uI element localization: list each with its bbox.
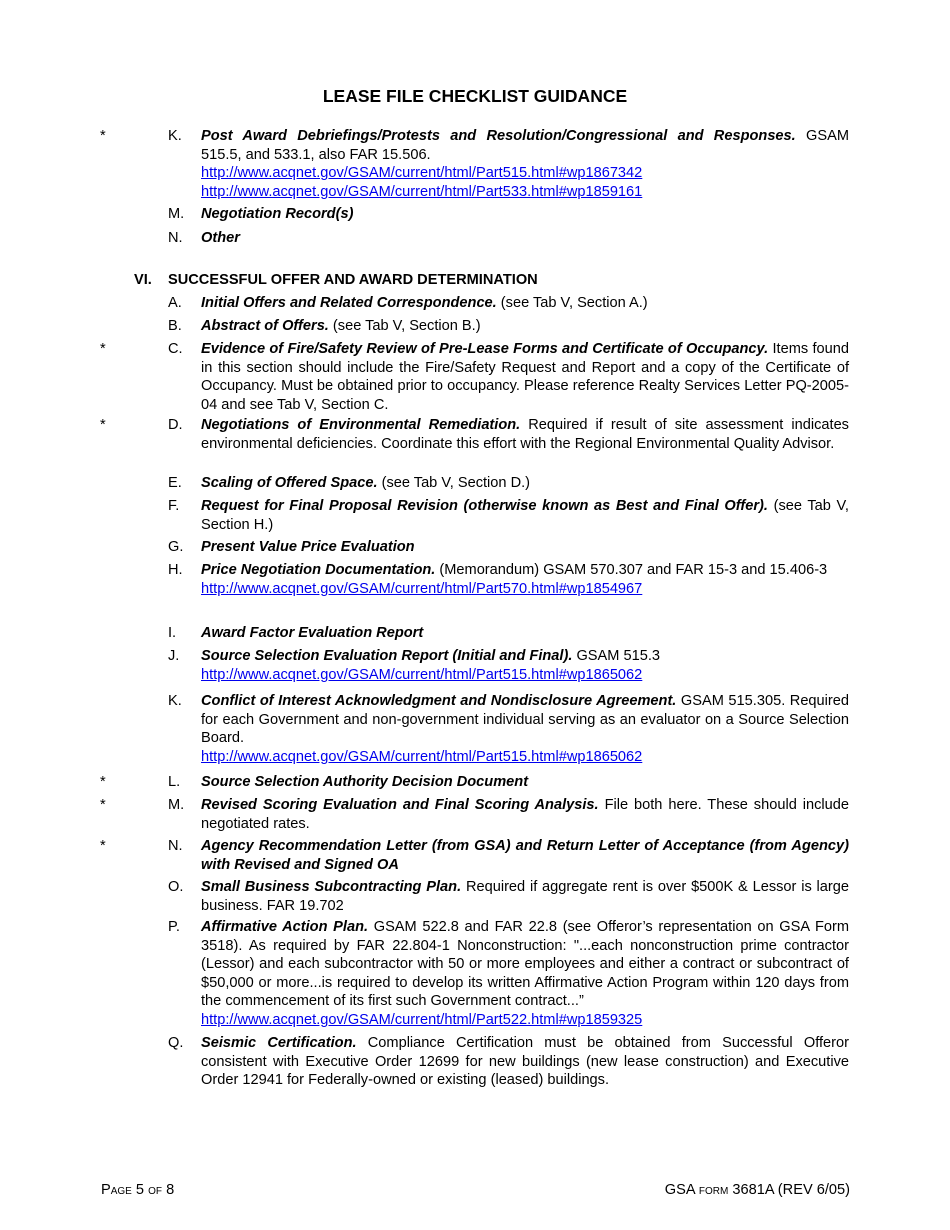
list-item-i	[0, 624, 950, 643]
revision-star: *	[100, 838, 106, 854]
revision-star: *	[100, 128, 106, 144]
list-item-top-k	[0, 127, 950, 201]
item-letter: J.	[168, 648, 180, 664]
item-letter: E.	[168, 475, 182, 491]
form-prefix: GSA	[664, 1182, 695, 1198]
item-letter: O.	[168, 879, 184, 895]
page-total: 8	[166, 1182, 175, 1198]
item-letter: M.	[168, 206, 185, 222]
item-letter: L.	[168, 774, 181, 790]
reference-link[interactable]: http://www.acqnet.gov/GSAM/current/html/Part515.html#wp1865062	[201, 666, 643, 683]
item-heading: Post Award Debriefings/Protests and Resolution/Congressional and Responses.	[201, 128, 796, 144]
item-heading: Source Selection Authority Decision Document	[201, 774, 529, 790]
list-item-j	[0, 647, 950, 684]
list-item-p	[0, 918, 950, 1029]
list-item-c	[0, 340, 950, 414]
item-heading: Negotiations of Environmental Remediation.	[201, 417, 521, 433]
item-letter: K.	[168, 128, 182, 144]
item-text: (see Tab V, Section H.)	[201, 498, 849, 533]
list-item-o	[0, 878, 950, 915]
list-item-b	[0, 317, 950, 336]
item-letter: N.	[168, 838, 183, 854]
item-letter: G.	[168, 539, 184, 555]
item-heading: Abstract of Offers.	[201, 318, 329, 334]
section-number: VI.	[134, 272, 152, 288]
item-heading: Scaling of Offered Space.	[201, 475, 378, 491]
list-item-l	[0, 773, 950, 792]
item-heading: Affirmative Action Plan.	[201, 919, 369, 935]
list-item-n	[0, 837, 950, 874]
reference-link[interactable]: http://www.acqnet.gov/GSAM/current/html/Part515.html#wp1865062	[201, 748, 643, 765]
item-letter: C.	[168, 341, 183, 357]
item-text: GSAM 522.8 and FAR 22.8 (see Offeror’s representation on GSA Form 3518). As required by FAR 22.804-1 Nonconstruction: "...each nonconstruction prime contractor (Lessor) and each subcontractor with 50 or more employees and either a contract or subcontract of $50,000 or more...is required to develop its written Affirmative Action Program within 120 days from the commencement of its first such Government contract...”	[201, 919, 849, 1009]
page-num: 5	[135, 1182, 145, 1198]
item-heading: Initial Offers and Related Correspondence.	[201, 295, 497, 311]
item-heading: Small Business Subcontracting Plan.	[201, 879, 462, 895]
item-letter: Q.	[168, 1035, 184, 1051]
item-letter: H.	[168, 562, 183, 578]
revision-star: *	[100, 417, 106, 433]
item-letter: K.	[168, 693, 182, 709]
page-number	[101, 1181, 174, 1200]
list-item-k	[0, 692, 950, 766]
item-text: (see Tab V, Section A.)	[500, 295, 648, 311]
item-letter: N.	[168, 230, 183, 246]
item-text: (see Tab V, Section D.)	[381, 475, 531, 491]
item-letter: M.	[168, 797, 185, 813]
item-heading: Seismic Certification.	[201, 1035, 357, 1051]
item-heading: Source Selection Evaluation Report (Initial and Final).	[201, 648, 573, 664]
item-heading: Request for Final Proposal Revision (otherwise known as Best and Final Offer).	[201, 498, 768, 514]
item-text: GSAM 515.305. Required for each Government and non-government individual serving as an evaluator on a Source Selection Board.	[201, 693, 850, 746]
item-heading: Conflict of Interest Acknowledgment and Nondisclosure Agreement.	[201, 693, 677, 709]
reference-link[interactable]: http://www.acqnet.gov/GSAM/current/html/Part522.html#wp1859325	[201, 1011, 643, 1028]
item-text: Compliance Certification must be obtained from Successful Offeror consistent with Executive Order 12699 for new buildings (new lease construction) and Executive Order 12941 for Federally-owned or existing (leased) buildings.	[201, 1035, 849, 1088]
form-word: form	[698, 1182, 729, 1198]
item-text: Required if aggregate rent is over $500K & Lessor is large business. FAR 19.702	[201, 879, 849, 914]
item-heading: Revised Scoring Evaluation and Final Scoring Analysis.	[201, 797, 599, 813]
list-item-m	[0, 796, 950, 833]
item-heading: Award Factor Evaluation Report	[201, 625, 424, 641]
page-title: LEASE FILE CHECKLIST GUIDANCE	[322, 86, 628, 106]
item-text: (Memorandum) GSAM 570.307 and FAR 15-3 and 15.406-3	[439, 562, 828, 578]
list-item-d	[0, 416, 950, 453]
reference-link[interactable]: http://www.acqnet.gov/GSAM/current/html/Part515.html#wp1867342	[201, 165, 643, 181]
item-heading: Agency Recommendation Letter (from GSA) and Return Letter of Acceptance (from Agency) with Revised and Signed OA	[201, 838, 849, 873]
item-text: GSAM 515.3	[576, 648, 661, 664]
item-heading: Present Value Price Evaluation	[201, 539, 415, 555]
form-number	[665, 1181, 850, 1200]
item-letter: I.	[168, 625, 177, 641]
item-heading: Other	[201, 230, 240, 246]
item-letter: B.	[168, 318, 182, 334]
list-item-h	[0, 561, 950, 598]
list-item-f	[0, 497, 950, 534]
item-text: GSAM 515.5, and 533.1, also FAR 15.506.	[201, 128, 849, 163]
reference-link[interactable]: http://www.acqnet.gov/GSAM/current/html/Part570.html#wp1854967	[201, 580, 643, 597]
of-word: of	[148, 1182, 162, 1198]
item-text: File both here. These should include negotiated rates.	[201, 797, 849, 832]
item-text: (see Tab V, Section B.)	[332, 318, 481, 334]
revision-star: *	[100, 341, 106, 357]
list-item-top-n	[0, 229, 950, 248]
revision-star: *	[100, 774, 106, 790]
list-item-top-m	[0, 205, 950, 224]
reference-link[interactable]: http://www.acqnet.gov/GSAM/current/html/Part533.html#wp1859161	[201, 183, 643, 200]
list-item-a	[0, 294, 950, 313]
page-word: Page	[101, 1182, 132, 1198]
item-letter: A.	[168, 295, 182, 311]
form-suffix: 3681A (REV 6/05)	[732, 1182, 850, 1198]
item-text: Required if result of site assessment indicates environmental deficiencies. Coordinate this effort with the Regional Environmental Quality Advisor.	[201, 417, 849, 452]
list-item-g	[0, 538, 950, 557]
section-title: SUCCESSFUL OFFER AND AWARD DETERMINATION	[168, 272, 538, 288]
item-text: Items found in this section should include the Fire/Safety Request and Report and a copy of the Certificate of Occupancy. Must be obtained prior to occupancy. Please reference Realty Services Letter PQ-2005-04 and see Tab V, Section C.	[201, 341, 849, 413]
item-heading: Price Negotiation Documentation.	[201, 562, 436, 578]
item-letter: D.	[168, 417, 183, 433]
list-item-e	[0, 474, 950, 493]
list-item-q	[0, 1034, 950, 1090]
revision-star: *	[100, 797, 106, 813]
item-heading: Negotiation Record(s)	[201, 206, 354, 222]
item-letter: P.	[168, 919, 180, 935]
item-letter: F.	[168, 498, 180, 514]
item-heading: Evidence of Fire/Safety Review of Pre-Lease Forms and Certificate of Occupancy.	[201, 341, 769, 357]
